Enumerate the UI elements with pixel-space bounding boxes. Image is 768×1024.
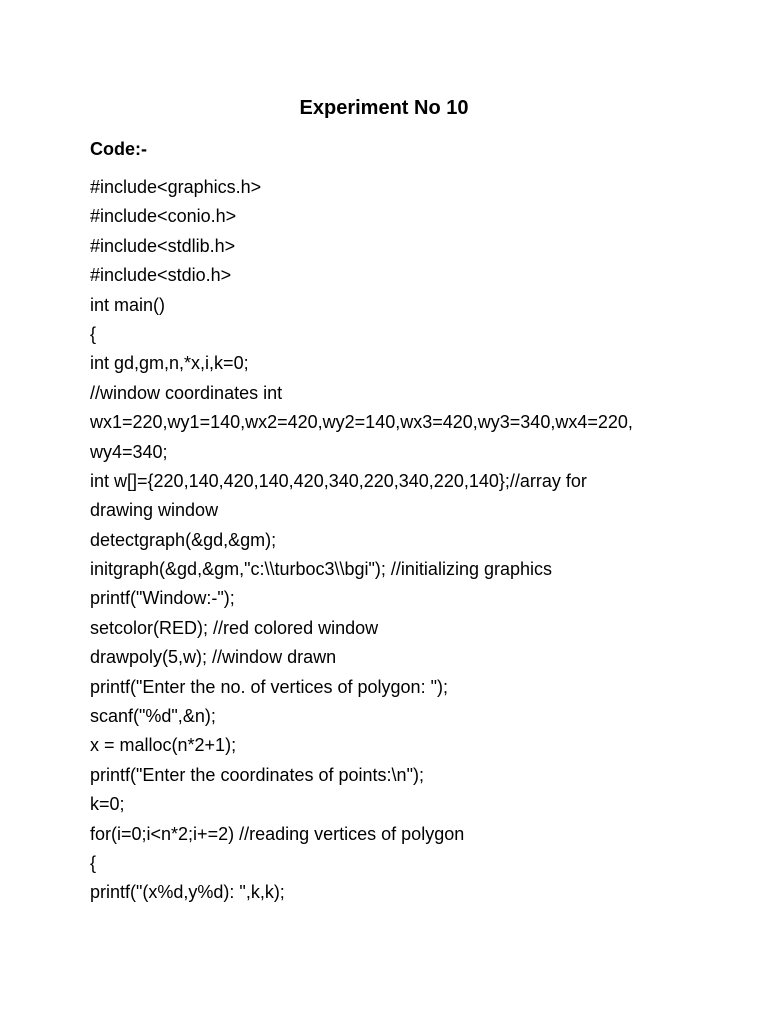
code-line: printf("Window:-");: [90, 588, 235, 609]
page-title: Experiment No 10: [299, 97, 469, 119]
code-line: setcolor(RED); //red colored window: [90, 617, 379, 638]
code-line: //window coordinates int: [90, 382, 283, 403]
code-line: wx1=220,wy1=140,wx2=420,wy2=140,wx3=420,wy3=340,wx4=220,: [90, 412, 633, 433]
code-line: x = malloc(n*2+1);: [90, 735, 237, 756]
code-line: printf("Enter the coordinates of points:\n");: [90, 764, 424, 785]
code-line: #include<conio.h>: [90, 206, 237, 227]
code-line: drawing window: [90, 500, 219, 521]
code-line: {: [90, 852, 97, 873]
code-line: detectgraph(&gd,&gm);: [90, 529, 277, 550]
code-line: #include<stdio.h>: [90, 265, 232, 286]
code-line: int main(): [90, 294, 166, 315]
code-line: initgraph(&gd,&gm,"c:\\turboc3\\bgi"); //initializing graphics: [90, 559, 552, 580]
code-line: {: [90, 323, 97, 344]
code-line: for(i=0;i<n*2;i+=2) //reading vertices of polygon: [90, 823, 465, 844]
code-line: scanf("%d",&n);: [90, 706, 216, 727]
code-line: #include<graphics.h>: [90, 177, 262, 197]
code-line: #include<stdlib.h>: [90, 235, 236, 256]
code-line: wy4=340;: [90, 441, 168, 462]
code-line: printf("Enter the no. of vertices of polygon: ");: [90, 676, 448, 697]
code-heading: Code:-: [90, 139, 147, 159]
code-block: [90, 173, 690, 908]
code-line: drawpoly(5,w); //window drawn: [90, 647, 337, 668]
code-line: int w[]={220,140,420,140,420,340,220,340,220,140};//array for: [90, 470, 587, 491]
code-line: printf("(x%d,y%d): ",k,k);: [90, 882, 285, 903]
code-line: int gd,gm,n,*x,i,k=0;: [90, 353, 249, 374]
code-line: k=0;: [90, 794, 125, 815]
